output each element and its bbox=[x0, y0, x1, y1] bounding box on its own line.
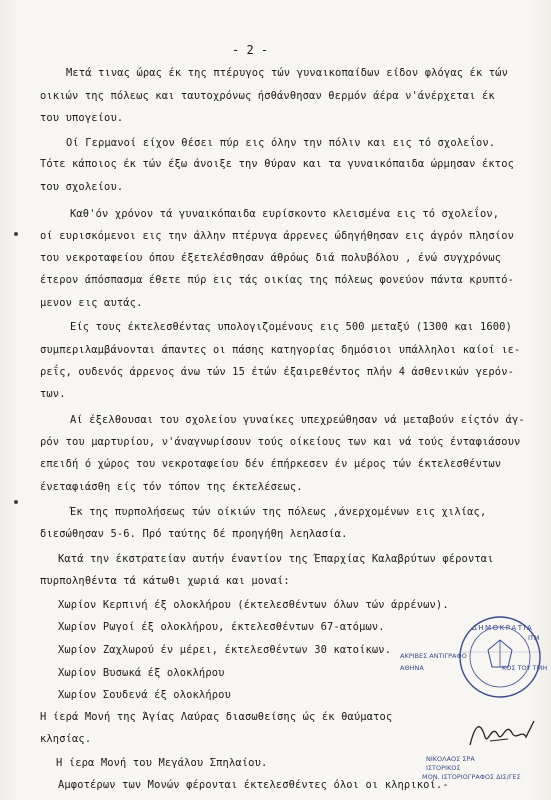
text-line: Χωρίον Ρωγοί έξ ολοκλήρου, έκτελεσθέντων 67-ατόμων. bbox=[58, 621, 385, 633]
official-stamp bbox=[402, 612, 551, 712]
stamp-dept-text: ΚΟΣ ΤΟΥ ΤΜΗ bbox=[502, 664, 548, 672]
text-line: του νεκροταφείου όπου έξετελέσθησαν άθρόως διά πολυβόλου , ένώ συγχρόνως bbox=[40, 252, 502, 264]
text-line: Η ίερα Μονή του Μεγάλου Σπηλαίου. bbox=[56, 757, 268, 769]
text-line: Τότε κάποιος έκ τών έξω άνοιξε την θύραν και τα γυναικόπαιδα ώρμησαν έκτος bbox=[40, 158, 515, 170]
stamp-city-text: ΑΘΗΝΑ bbox=[400, 664, 424, 672]
text-line: ρόν του μαρτυρίου, ν'άναγνωρίσουν τούς οίκείους των και νά τούς ένταφιάσουν bbox=[40, 436, 521, 448]
signatory-role-2: ΜΟΝ. ΙΣΤΟΡΙΟΓΡΑΦΟΣ ΔΙΣ/ΓΕΣ bbox=[422, 773, 521, 781]
punch-hole bbox=[14, 232, 18, 236]
text-line: Η ίερά Μονή της Άγίας Λαύρας διασωθείσης ώς έκ θαύματος bbox=[40, 711, 393, 723]
text-line: Χωρίον Ζαχλωρού έν μέρει, έκτελεσθέντων 30 κατοίκων. bbox=[58, 644, 392, 656]
text-line: Χωρίον Σουδενά έξ ολοκλήρου bbox=[58, 689, 231, 701]
signature-block bbox=[422, 715, 550, 785]
text-line: Οί Γερμανοί είχον θέσει πύρ εις όλην την πόλιν και εις τό σχολεΐον. bbox=[66, 137, 496, 149]
stamp-ring-text: ΔΗΜΟΚΡΑΤΙΑ bbox=[472, 624, 534, 632]
punch-hole bbox=[14, 500, 18, 504]
text-line: κλησίας. bbox=[40, 733, 92, 745]
text-line: του υπογείου. bbox=[40, 112, 124, 124]
text-line: Αί έξελθουσαι του σχολείου γυναίκες υπεχρεώθησαν νά μεταβούν είςτόν άγ- bbox=[70, 414, 525, 426]
text-line: Μετά τινας ώρας έκ της πτέρυγος τών γυναικοπαίδων είδον φλόγας έκ τών bbox=[66, 67, 508, 79]
text-line: έτερον άπόσπασμα έθετε πύρ εις τάς οικίας της πόλεως φονεύον πάντα κρυπτό- bbox=[40, 274, 515, 286]
text-line: Χωρίον Βυσωκά έξ ολοκλήρου bbox=[58, 667, 225, 679]
signatory-role-1: ΙΣΤΟΡΙΚΟΣ bbox=[426, 764, 461, 772]
text-line: πυρποληθέντα τά κάτωθι χωριά και μοναί: bbox=[40, 575, 290, 587]
text-line: του σχολείου. bbox=[40, 181, 124, 193]
text-line: Χωρίον Κερπινή έξ ολοκλήρου (έκτελεσθέντων όλων τών άρρένων). bbox=[58, 599, 449, 611]
text-line: των. bbox=[40, 388, 66, 400]
text-line: μενον εις αυτάς. bbox=[40, 297, 143, 309]
text-line: συμπεριλαμβάνονται άπαντες οι πάσης κατηγορίας δημόσιοι υπάλληλοι καίοί ιε- bbox=[40, 344, 521, 356]
text-line: διεσώθησαν 5-6. Πρό ταύτης δέ προηγήθη λεηλασία. bbox=[40, 528, 348, 540]
page-number: - 2 - bbox=[232, 43, 269, 57]
text-line: οικιών της πόλεως και ταυτοχρόνως ήσθάνθησαν θερμόν άέρα ν'άνέρχεται έκ bbox=[40, 90, 495, 102]
text-line: επειδή ό χώρος του νεκροταφείου δέν έπήρκεσεν έν μέρος τών έκτελεσθέντων bbox=[40, 458, 502, 470]
stamp-right-text: ΙΤΜ bbox=[528, 634, 540, 642]
signatory-name: ΝΙΚΟΛΑΟΣ ΣΡΑ bbox=[426, 755, 475, 763]
text-line: οί ευρισκόμενοι εις την άλλην πτέρυγα άρρενες ώδηγήθησαν εις άγρόν πλησίον bbox=[40, 230, 515, 242]
text-line: Κατά την έκστρατείαν αυτήν έναντίον της Έπαρχίας Καλαβρύτων φέρονται bbox=[58, 553, 494, 565]
signature-icon bbox=[430, 715, 550, 755]
text-line: Είς τους έκτελεσθέντας υπολογιζομένους εις 500 μεταξύ (1300 και 1600) bbox=[70, 321, 512, 333]
text-line: Αμφοτέρων των Μονών φέρονται έκτελεσθέντες όλοι οι κληρικοί.- bbox=[58, 779, 449, 791]
text-line: Καθ'όν χρόνον τά γυναικόπαιδα ευρίσκοντο κλεισμένα εις τό σχολεΐον, bbox=[70, 208, 500, 220]
text-line: ένεταφιάσθη είς τόν τόπον της έκτελέσεως. bbox=[40, 481, 303, 493]
stamp-certified-text: ΑΚΡΙΒΕΣ ΑΝΤΙΓΡΑΦΟ bbox=[400, 652, 467, 660]
text-line: ρεΐς, ουδενός άρρενος άνω τών 15 έτών έξαιρεθέντος πλήν 4 άσθενικών γερόν- bbox=[40, 366, 515, 378]
text-line: Έκ της πυρπολήσεως τών οίκιών της πόλεως ,άνερχομένων εις χιλίας, bbox=[70, 506, 487, 518]
